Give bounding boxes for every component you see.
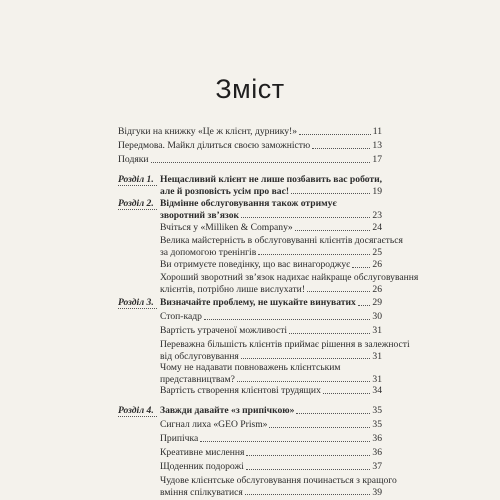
toc-page-number: 31 <box>372 373 382 385</box>
divider <box>118 185 157 186</box>
toc-entry-text: від обслуговування <box>160 350 239 362</box>
toc-entry-text: Відгуки на книжку «Це ж клієнт, дурнику!» <box>118 126 298 137</box>
toc-entry-reviews <box>118 126 382 138</box>
toc-page-number: 26 <box>372 259 382 270</box>
toc-page-number: 26 <box>372 283 382 295</box>
toc-page-number: 34 <box>372 385 382 396</box>
toc-entry-foreword <box>118 140 382 152</box>
toc-subentry <box>160 222 382 234</box>
toc-entry-text: Завжди давайте «з припічкою» <box>160 405 295 416</box>
toc-entry-text: Нещасливий клієнт не лише позбавить вас роботи, <box>160 174 383 185</box>
toc-subentry <box>160 311 382 323</box>
toc-entry-text: зворотний зв’язок <box>160 209 240 221</box>
toc-subentry <box>160 325 382 337</box>
toc-entry-text: Передмова. Майкл ділиться своєю заможністю <box>118 140 311 151</box>
toc-page-number: 31 <box>372 350 382 362</box>
toc-subentry <box>160 447 382 459</box>
toc-entry-text: Подяки <box>118 154 149 165</box>
toc-entry-text: за допомогою тренінгів <box>160 246 257 258</box>
toc-entry-text: Креативне мислення <box>160 447 245 458</box>
toc-subentry <box>160 272 419 295</box>
chapter-label: Розділ 3. <box>118 297 154 308</box>
toc-subentry <box>160 362 382 385</box>
toc-page-number: 13 <box>372 140 382 151</box>
toc-entry-text: представництвам? <box>160 373 235 385</box>
toc-page-number: 17 <box>372 154 382 165</box>
toc-entry-text: Стоп-кадр <box>160 311 202 322</box>
toc-entry-text: Відмінне обслуговування також отримує <box>160 198 337 209</box>
toc-page-number: 31 <box>372 325 382 336</box>
toc-page-number: 19 <box>372 185 382 197</box>
toc-page-number: 36 <box>372 447 382 458</box>
toc-entry-text: але й розповість усім про вас! <box>160 185 290 197</box>
toc-entry-text: Ви отримуєте поведінку, що вас винагороджує <box>160 259 351 270</box>
divider <box>118 416 157 417</box>
chapter-label: Розділ 2. <box>118 198 154 209</box>
toc-page-number: 24 <box>372 222 382 233</box>
toc-page-number: 23 <box>372 209 382 221</box>
toc-entry-text: Визначайте проблему, не шукайте винуватих <box>160 297 356 308</box>
toc-entry-text: вміння спілкуватися <box>160 486 243 498</box>
chapter-label: Розділ 1. <box>118 174 154 185</box>
toc-entry-text: Вартість утраченої можливості <box>160 325 288 336</box>
toc-entry-text: Чому не надавати повноважень клієнтським <box>160 362 341 373</box>
toc-entry-text: Переважна більшість клієнтів приймає рішення в залежності <box>160 339 410 350</box>
divider <box>118 209 157 210</box>
toc-entry-acknowledgements <box>118 154 382 166</box>
toc-chapter-1 <box>160 174 382 197</box>
toc-page-number: 36 <box>372 433 382 444</box>
toc-entry-text: Чудове клієнтське обслуговування починається з кращого <box>160 475 397 486</box>
page-title: Зміст <box>215 74 285 104</box>
toc-entry-text: Велика майстерність в обслуговуванні клієнтів досягається <box>160 235 403 246</box>
toc-page-number: 37 <box>372 461 382 472</box>
chapter-label: Розділ 4. <box>118 405 154 416</box>
toc-subentry <box>160 475 397 498</box>
toc-entry-text: Щоденник подорожі <box>160 461 244 472</box>
toc-page-number: 11 <box>372 126 382 137</box>
toc-entry-text: Припічка <box>160 433 199 444</box>
toc-subentry <box>160 433 382 445</box>
toc-subentry <box>160 461 382 473</box>
toc-chapter-3 <box>160 297 382 309</box>
toc-entry-text: Вартість створення клієнтові трудящих <box>160 385 321 396</box>
toc-page-number: 29 <box>372 297 382 308</box>
toc-subentry <box>160 385 382 397</box>
toc-page-number: 39 <box>372 486 382 498</box>
toc-subentry <box>160 339 410 362</box>
toc-page-number: 35 <box>372 405 382 416</box>
toc-entry-text: Сигнал лиха «GEO Prism» <box>160 419 268 430</box>
toc-subentry <box>160 235 403 258</box>
toc-subentry <box>160 259 382 271</box>
divider <box>118 308 157 309</box>
toc-entry-text: Хороший зворотний зв’язок надихає найкраще обслуговування <box>160 272 419 283</box>
toc-page-number: 25 <box>372 246 382 258</box>
toc-entry-text: Вчіться у «Milliken & Company» <box>160 222 293 233</box>
toc-entry-text: клієнтів, потрібно лише вислухати! <box>160 283 306 295</box>
toc-chapter-2 <box>160 198 382 221</box>
toc-page-number: 30 <box>372 311 382 322</box>
toc-subentry <box>160 419 382 431</box>
toc-page-number: 35 <box>372 419 382 430</box>
toc-chapter-4 <box>160 405 382 417</box>
